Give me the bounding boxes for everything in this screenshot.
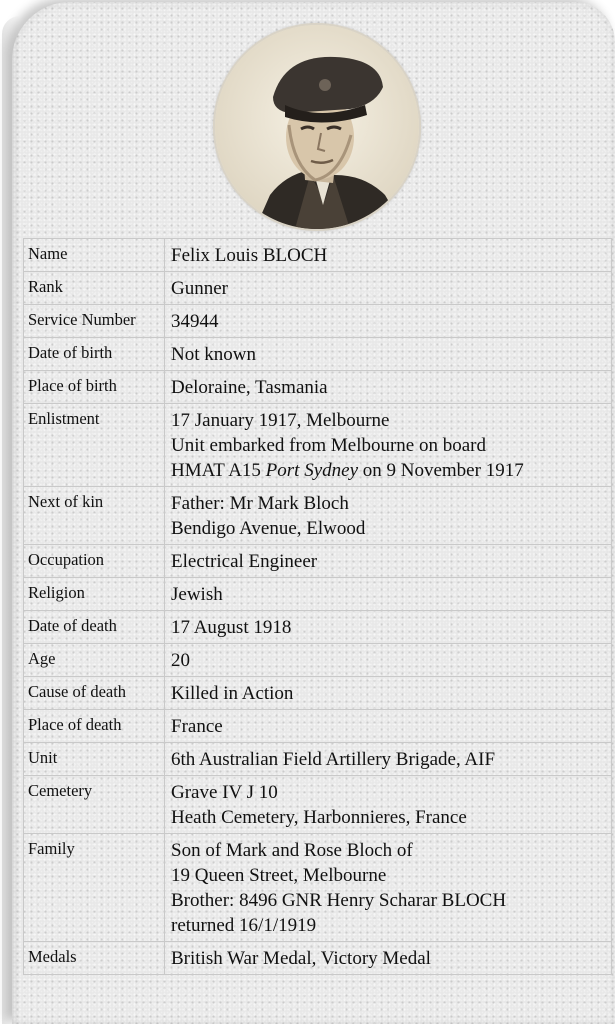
portrait-photo (215, 25, 419, 229)
cemetery-line-2: Heath Cemetery, Harbonnieres, France (171, 807, 467, 828)
enlistment-line-1: 17 January 1917, Melbourne (171, 410, 390, 431)
value-rank: Gunner (165, 272, 612, 305)
value-name: Felix Louis BLOCH (165, 239, 612, 272)
label-place-of-death: Place of death (24, 710, 165, 743)
family-line-3: Brother: 8496 GNR Henry Scharar BLOCH (171, 890, 507, 911)
row-date-of-death (24, 611, 612, 644)
label-date-of-death: Date of death (24, 611, 165, 644)
enlistment-line-2: Unit embarked from Melbourne on board (171, 435, 486, 456)
row-family (24, 834, 612, 942)
label-enlistment: Enlistment (24, 404, 165, 487)
label-service-number: Service Number (24, 305, 165, 338)
next-of-kin-line-1: Father: Mr Mark Bloch (171, 493, 349, 514)
row-place-of-birth (24, 371, 612, 404)
family-line-1: Son of Mark and Rose Bloch of (171, 840, 413, 861)
value-date-of-birth: Not known (165, 338, 612, 371)
label-next-of-kin: Next of kin (24, 487, 165, 545)
row-enlistment (24, 404, 612, 487)
enlistment-ship-prefix: HMAT A15 (171, 460, 266, 481)
value-cause-of-death: Killed in Action (165, 677, 612, 710)
row-cemetery (24, 776, 612, 834)
value-religion: Jewish (165, 578, 612, 611)
row-occupation (24, 545, 612, 578)
row-age (24, 644, 612, 677)
family-line-4: returned 16/1/1919 (171, 915, 317, 936)
row-rank (24, 272, 612, 305)
service-record-table (23, 238, 612, 975)
label-date-of-birth: Date of birth (24, 338, 165, 371)
value-unit: 6th Australian Field Artillery Brigade, AIF (165, 743, 612, 776)
label-age: Age (24, 644, 165, 677)
value-next-of-kin (165, 487, 612, 545)
value-medals: British War Medal, Victory Medal (165, 942, 612, 975)
value-service-number: 34944 (165, 305, 612, 338)
enlistment-ship-suffix: on 9 November 1917 (358, 460, 524, 481)
next-of-kin-line-2: Bendigo Avenue, Elwood (171, 518, 366, 539)
label-place-of-birth: Place of birth (24, 371, 165, 404)
soldier-portrait-icon (215, 25, 419, 229)
row-name (24, 239, 612, 272)
row-medals (24, 942, 612, 975)
row-place-of-death (24, 710, 612, 743)
cemetery-line-1: Grave IV J 10 (171, 782, 278, 803)
value-family (165, 834, 612, 942)
row-unit (24, 743, 612, 776)
label-rank: Rank (24, 272, 165, 305)
value-place-of-birth: Deloraine, Tasmania (165, 371, 612, 404)
row-date-of-birth (24, 338, 612, 371)
label-name: Name (24, 239, 165, 272)
row-cause-of-death (24, 677, 612, 710)
label-religion: Religion (24, 578, 165, 611)
value-occupation: Electrical Engineer (165, 545, 612, 578)
label-family: Family (24, 834, 165, 942)
row-next-of-kin (24, 487, 612, 545)
family-line-2: 19 Queen Street, Melbourne (171, 865, 387, 886)
enlistment-line-3 (171, 458, 607, 483)
label-cause-of-death: Cause of death (24, 677, 165, 710)
value-age: 20 (165, 644, 612, 677)
label-cemetery: Cemetery (24, 776, 165, 834)
value-cemetery (165, 776, 612, 834)
value-date-of-death: 17 August 1918 (165, 611, 612, 644)
label-occupation: Occupation (24, 545, 165, 578)
value-place-of-death: France (165, 710, 612, 743)
row-service-number (24, 305, 612, 338)
label-unit: Unit (24, 743, 165, 776)
value-enlistment (165, 404, 612, 487)
label-medals: Medals (24, 942, 165, 975)
row-religion (24, 578, 612, 611)
enlistment-ship-name: Port Sydney (265, 460, 358, 481)
